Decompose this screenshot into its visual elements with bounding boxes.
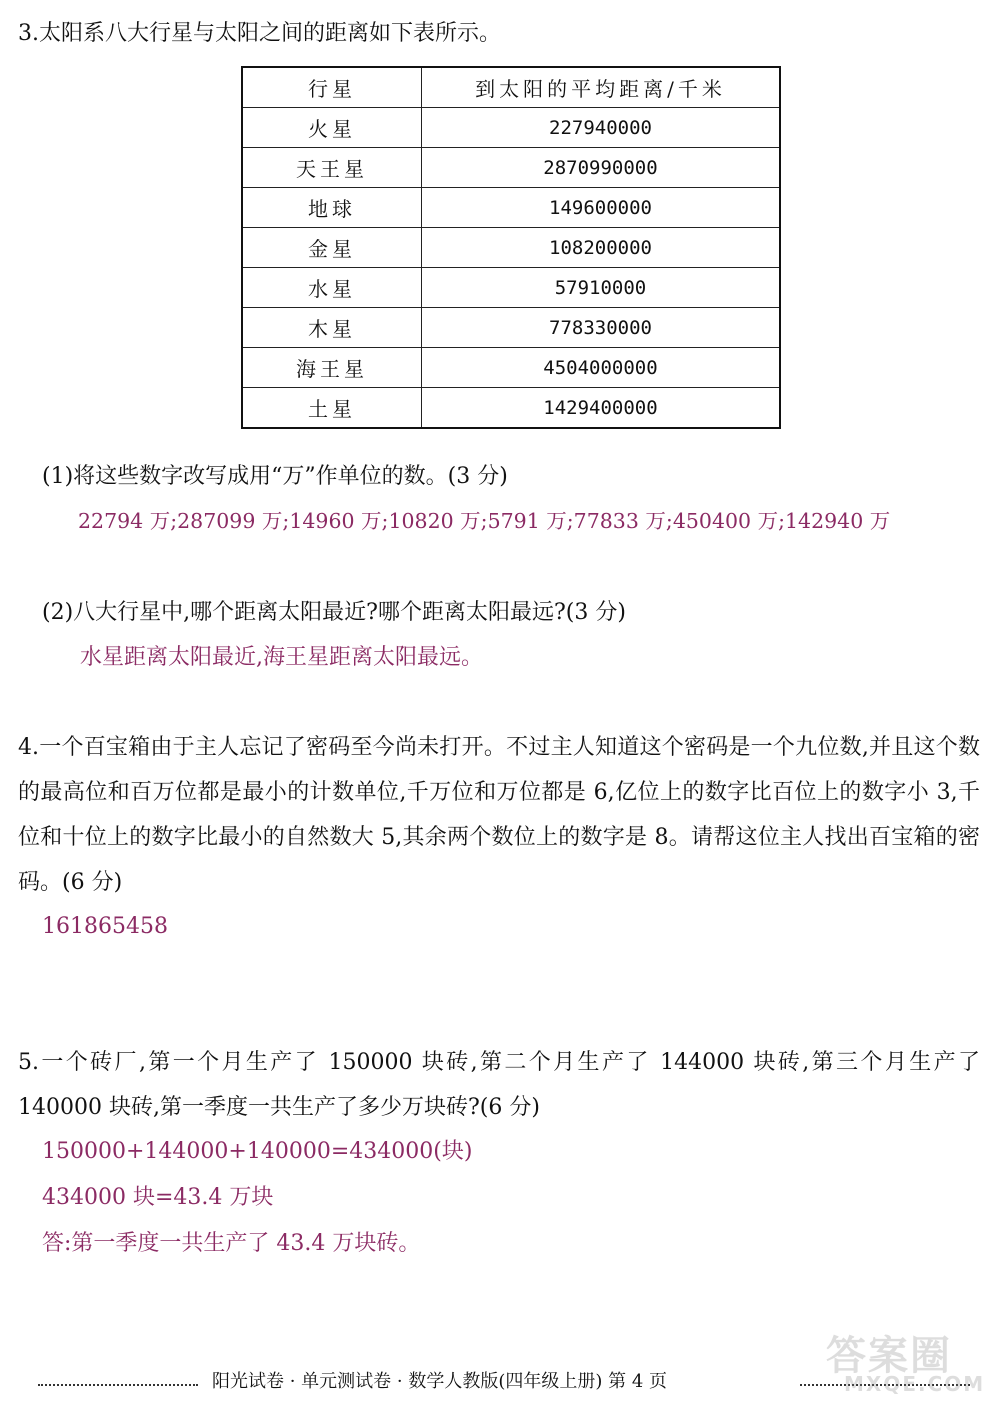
planet-name: 天王星 (242, 148, 422, 188)
planet-distance: 227940000 (422, 108, 781, 148)
planet-name: 土星 (242, 388, 422, 429)
table-row (242, 108, 780, 148)
table-row (242, 348, 780, 388)
planet-name: 水星 (242, 268, 422, 308)
planet-name: 火星 (242, 108, 422, 148)
planet-distance: 2870990000 (422, 148, 781, 188)
table-row (242, 308, 780, 348)
page-footer: 阳光试卷 · 单元测试卷 · 数学人教版(四年级上册) 第 4 页 (212, 1371, 667, 1392)
question-5-answer-line-3: 答:第一季度一共生产了 43.4 万块砖。 (42, 1231, 421, 1256)
planet-distance: 57910000 (422, 268, 781, 308)
question-3-1-prompt: (1)将这些数字改写成用“万”作单位的数。(3 分) (42, 464, 508, 489)
table-header-row (242, 67, 780, 108)
question-3-2-prompt: (2)八大行星中,哪个距离太阳最近?哪个距离太阳最远?(3 分) (42, 600, 626, 625)
planet-distance: 778330000 (422, 308, 781, 348)
table-header-distance: 到太阳的平均距离/千米 (422, 67, 781, 108)
question-5-answer-line-2: 434000 块=43.4 万块 (42, 1185, 274, 1210)
question-4-answer: 161865458 (42, 914, 168, 939)
planet-distance: 4504000000 (422, 348, 781, 388)
planet-name: 木星 (242, 308, 422, 348)
watermark-url: MXQE.COM (844, 1372, 986, 1396)
watermark-logo-text: 答案圈 (826, 1332, 952, 1379)
planet-distance: 149600000 (422, 188, 781, 228)
question-5-answer-line-1: 150000+144000+140000=434000(块) (42, 1139, 473, 1164)
table-row (242, 228, 780, 268)
question-4-prompt: 4.一个百宝箱由于主人忘记了密码至今尚未打开。不过主人知道这个密码是一个九位数,并且这个数的最高位和百万位都是最小的计数单位,千万位和万位都是 6,亿位上的数字比百位上的数字小 3,千位和十位上的数字比最小的自然数大 5,其余两个数位上的数字是 8。请帮这位主人找出百宝箱的密码。(6 分) (18, 735, 980, 895)
planet-distance: 108200000 (422, 228, 781, 268)
footer-divider-left (38, 1384, 198, 1386)
planet-name: 地球 (242, 188, 422, 228)
question-3-2-answer: 水星距离太阳最近,海王星距离太阳最远。 (80, 645, 483, 670)
table-row (242, 268, 780, 308)
question-3-prompt: 3.太阳系八大行星与太阳之间的距离如下表所示。 (18, 21, 501, 46)
question-3-1-answer: 22794 万;287099 万;14960 万;10820 万;5791 万;77833 万;450400 万;142940 万 (78, 509, 891, 533)
table-row (242, 188, 780, 228)
watermark-logo (820, 1322, 990, 1402)
planet-distance-table (241, 66, 781, 429)
table-row (242, 148, 780, 188)
planet-name: 海王星 (242, 348, 422, 388)
question-5-prompt: 5.一个砖厂,第一个月生产了 150000 块砖,第二个月生产了 144000 块砖,第三个月生产了 140000 块砖,第一季度一共生产了多少万块砖?(6 分) (18, 1050, 980, 1120)
table-header-planet: 行星 (242, 67, 422, 108)
planet-name: 金星 (242, 228, 422, 268)
planet-distance: 1429400000 (422, 388, 781, 429)
table-row (242, 388, 780, 429)
